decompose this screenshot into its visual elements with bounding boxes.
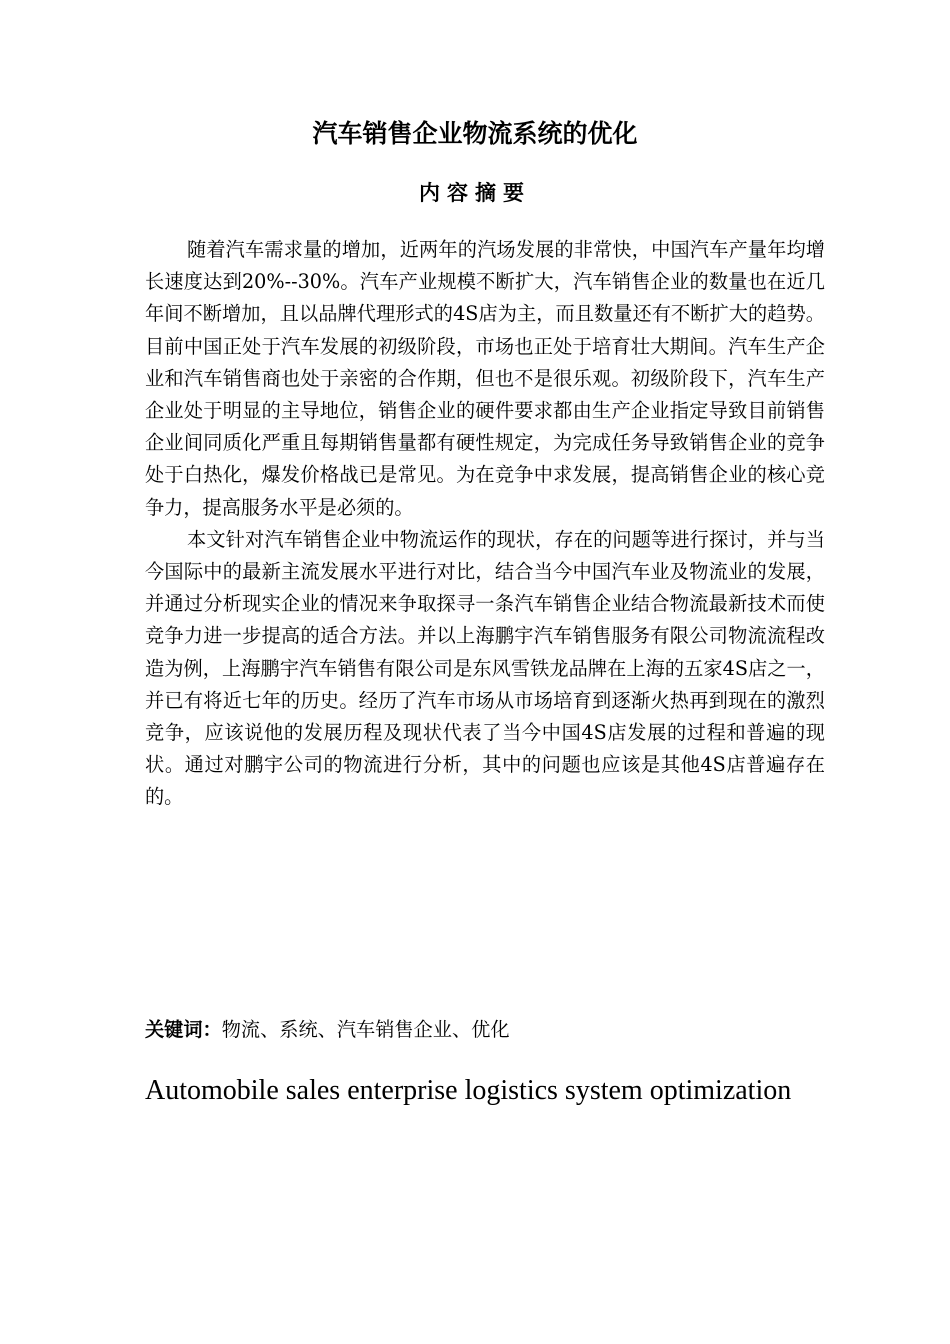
abstract-paragraph-2: 本文针对汽车销售企业中物流运作的现状，存在的问题等进行探讨，并与当今国际中的最新主流发展水平进行对比，结合当今中国汽车业及物流业的发展，并通过分析现实企业的情况来争取探寻一条汽车销售企业结合物流最新技术而使竞争力进一步提高的适合方法。并以上海鹏宇汽车销售服务有限公司物流流程改造为例，上海鹏宇汽车销售有限公司是东风雪铁龙品牌在上海的五家4S店之一，并已有将近七年的历史。经历了汽车市场从市场培育到逐渐火热再到现在的激烈竞争，应该说他的发展历程及现状代表了当今中国4S店发展的过程和普遍的现状。通过对鹏宇公司的物流进行分析，其中的问题也应该是其他4S店普遍存在的。 [145,527,825,809]
abstract-heading: 内容摘要 [419,181,531,205]
document-title: 汽车销售企业物流系统的优化 [312,119,638,148]
keywords-value: 物流、系统、汽车销售企业、优化 [221,1018,510,1041]
keywords-label: 关键词： [145,1018,222,1041]
keywords-line [145,1012,825,1048]
abstract-body [145,234,825,814]
english-title: Automobile sales enterprise logistics system optimization [145,1075,792,1106]
abstract-paragraph-1: 随着汽车需求量的增加，近两年的汽场发展的非常快，中国汽车产量年均增长速度达到20%--30%。汽车产业规模不断扩大，汽车销售企业的数量也在近几年间不断增加，且以品牌代理形式的4S店为主，而且数量还有不断扩大的趋势。目前中国正处于汽车发展的初级阶段，市场也正处于培育壮大期间。汽车生产企业和汽车销售商也处于亲密的合作期，但也不是很乐观。初级阶段下，汽车生产企业处于明显的主导地位，销售企业的硬件要求都由生产企业指定导致目前销售企业间同质化严重且每期销售量都有硬性规定，为完成任务导致销售企业的竞争处于白热化，爆发价格战已是常见。为在竞争中求发展，提高销售企业的核心竞争力，提高服务水平是必须的。 [145,238,825,519]
